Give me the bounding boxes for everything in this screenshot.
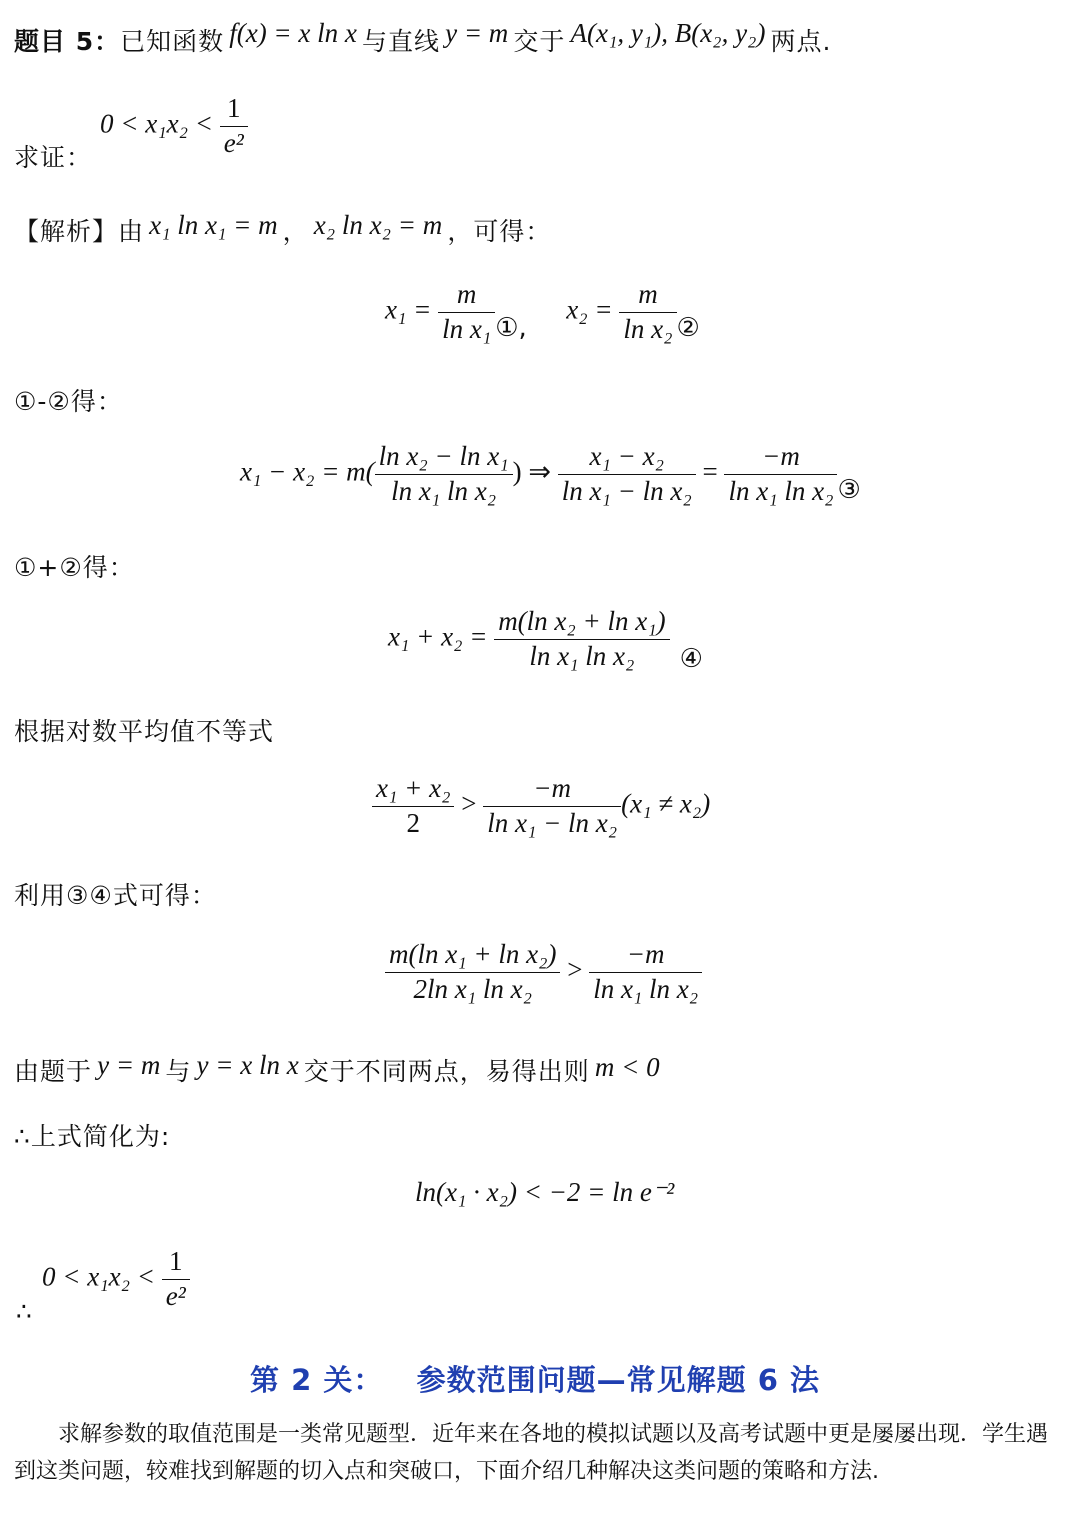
solution-eq1: x₁ ln x₁ = m xyxy=(149,210,278,240)
section-heading: 第 2 关： 参数范围问题—常见解题 6 法 xyxy=(250,1363,821,1397)
intersect-text: 交于 xyxy=(513,27,566,56)
solution-tail: ，可得： xyxy=(447,217,552,246)
eq2-den: ln x₂ xyxy=(619,312,676,347)
equation-3 xyxy=(240,440,861,509)
eq3-fraction-1 xyxy=(375,440,513,509)
condition-line xyxy=(14,1052,660,1088)
equation-1-2 xyxy=(385,278,700,347)
mark-2: ② xyxy=(676,313,700,344)
mark-3: ③ xyxy=(837,475,861,506)
eq5-condition: (x₁ ≠ x₂) xyxy=(621,788,711,819)
prove-fraction xyxy=(220,92,248,161)
therefore-symbol: ∴ xyxy=(16,1297,33,1326)
conclusion-fraction xyxy=(162,1245,190,1314)
eq3-f3-den: ln x₁ ln x₂ xyxy=(724,474,837,509)
equation-4 xyxy=(388,605,703,674)
conclusion-lhs: 0 < x₁x₂ < xyxy=(42,1261,155,1292)
conclusion-denominator: e² xyxy=(162,1279,190,1314)
solution-comma: ， xyxy=(282,217,309,246)
prove-lhs: 0 < x₁x₂ < xyxy=(100,108,213,139)
eq5-f2-num: −m xyxy=(533,773,572,803)
eq3-arrow: ) ⇒ xyxy=(512,456,552,487)
eq3-f2-den: ln x₁ − ln x₂ xyxy=(558,474,696,509)
step-plus: ①+②得： xyxy=(14,553,135,582)
eq4-fraction xyxy=(494,605,669,674)
conclusion-inequality xyxy=(42,1245,190,1314)
solution-label: 【解析】由 xyxy=(14,217,145,246)
eq3-equals: = xyxy=(702,456,718,487)
with-line-text: 与直线 xyxy=(361,27,440,56)
eq6-f1-den: 2ln x₁ ln x₂ xyxy=(385,972,560,1007)
eq5-fraction-2 xyxy=(483,772,621,841)
eq6-gt: > xyxy=(567,954,583,985)
eq6-f2-num: −m xyxy=(626,939,665,969)
equation-5 xyxy=(372,772,710,841)
eq5-f2-den: ln x₁ − ln x₂ xyxy=(483,806,621,841)
eq3-f1-den: ln x₁ ln x₂ xyxy=(375,474,513,509)
mark-4: ④ xyxy=(679,644,703,675)
mark-1: ①, xyxy=(495,313,527,344)
prove-denominator: e² xyxy=(220,126,248,161)
eq1-lhs: x₁ = xyxy=(385,294,432,325)
eq4-lhs: x₁ + x₂ = xyxy=(388,621,488,652)
eq4-num: m(ln x₂ + ln x₁) xyxy=(498,606,666,636)
cond-b: y = m xyxy=(97,1050,161,1080)
eq5-f1-num: x₁ + x₂ xyxy=(376,773,451,803)
eq6-fraction-1 xyxy=(385,938,560,1007)
eq2-num: m xyxy=(638,279,658,309)
problem-intro: 已知函数 xyxy=(120,27,225,56)
prove-label: 求证： xyxy=(14,143,93,172)
eq1-den: ln x₁ xyxy=(438,312,495,347)
eq3-lhs: x₁ − x₂ = m( xyxy=(240,456,375,487)
section-paragraph: 求解参数的取值范围是一类常见题型．近年来在各地的模拟试题以及高考试题中更是屡屡出现．学生遇到这类问题，较难找到解题的切入点和突破口，下面介绍几种解决这类问题的策略和方法. xyxy=(14,1422,1049,1484)
step-minus: ①-②得： xyxy=(14,387,123,416)
step-use: 利用③④式可得： xyxy=(14,881,217,910)
solution-eq2: x₂ ln x₂ = m xyxy=(313,210,443,240)
eq4-den: ln x₁ ln x₂ xyxy=(494,639,669,674)
step-inequality: 根据对数平均值不等式 xyxy=(14,717,275,746)
eq5-f1-den: 2 xyxy=(372,806,454,841)
eq5-fraction-1 xyxy=(372,772,454,841)
eq1-num: m xyxy=(456,279,477,309)
function-expression: f(x) = x ln x xyxy=(229,18,357,48)
line-expression: y = m xyxy=(445,18,509,48)
eq6-f2-den: ln x₁ ln x₂ xyxy=(589,972,702,1007)
points-expression: A(x₁, y₁), B(x₂, y₂) xyxy=(570,18,766,48)
eq3-fraction-3 xyxy=(724,440,837,509)
cond-d: y = x ln x xyxy=(196,1050,299,1080)
cond-a: 由题于 xyxy=(14,1057,93,1086)
problem-statement xyxy=(14,18,832,58)
cond-e: 交于不同两点，易得出则 xyxy=(303,1057,590,1086)
cond-f: m < 0 xyxy=(594,1052,660,1082)
eq5-gt: > xyxy=(461,788,477,819)
equation-6 xyxy=(385,938,702,1007)
eq2-fraction xyxy=(619,278,676,347)
problem-label: 题目 5： xyxy=(14,27,121,56)
two-points-text: 两点. xyxy=(770,27,832,56)
eq6-f1-num: m(ln x₁ + ln x₂) xyxy=(389,939,557,969)
eq6-fraction-2 xyxy=(589,938,702,1007)
solution-intro xyxy=(14,212,551,248)
eq3-f3-num: −m xyxy=(762,441,800,471)
eq2-lhs: x₂ = xyxy=(566,294,613,325)
eq3-fraction-2 xyxy=(558,440,696,509)
prove-numerator: 1 xyxy=(226,93,241,123)
cond-c: 与 xyxy=(165,1057,192,1086)
prove-inequality xyxy=(100,92,248,161)
eq3-f2-num: x₁ − x₂ xyxy=(589,441,664,471)
eq3-f1-num: ln x₂ − ln x₁ xyxy=(378,441,509,471)
step-simplify: ∴上式简化为: xyxy=(14,1122,171,1151)
conclusion-numerator: 1 xyxy=(168,1246,183,1276)
equation-7: ln(x₁ · x₂) < −2 = ln e⁻² xyxy=(415,1177,675,1207)
eq1-fraction xyxy=(438,278,495,347)
